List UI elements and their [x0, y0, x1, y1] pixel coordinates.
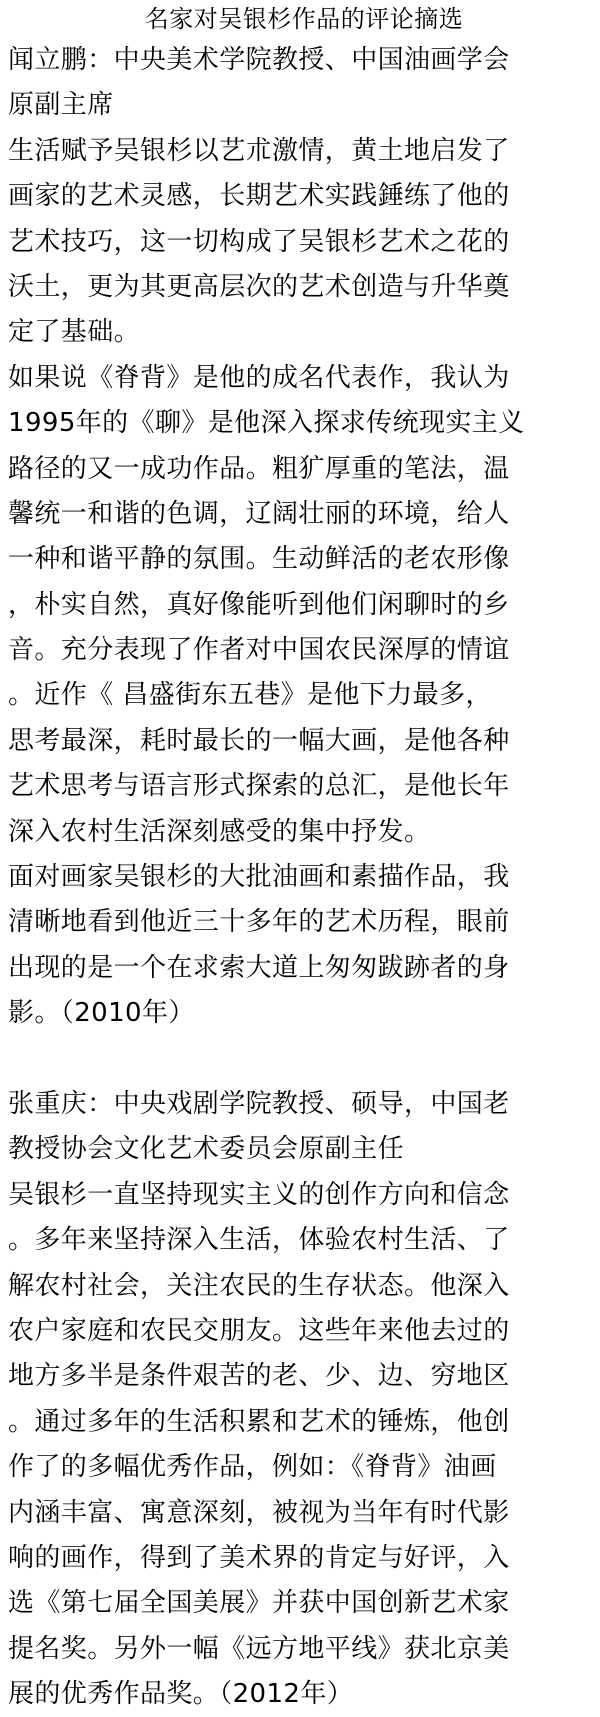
text-line: 闻立鹏：中央美术学院教授、中国油画学会 — [8, 45, 510, 75]
text-line: 内涵丰富、寓意深刻，被视为当年有时代影 — [8, 1497, 510, 1528]
text-line: 画家的艺术灵感，长期艺术实践錘练了他的 — [8, 181, 510, 212]
text-line: 原副主席 — [8, 90, 114, 121]
text-line: 1995年的《聊》是他深入探求传统现实主义 — [8, 408, 525, 439]
text-line: 出现的是一个在求索大道上匆匆跋跡者的身 — [8, 952, 510, 983]
text-line: 路径的又一成功作品。粗犷厚重的笔法，温 — [8, 453, 510, 484]
text-line: 解农村社会，关注农民的生存状态。他深入 — [8, 1270, 510, 1301]
text-line: 艺术技巧，这一切构成了吴银杉艺术之花的 — [8, 226, 510, 257]
text-line: 面对画家吴银杉的大批油画和素描作品，我 — [8, 862, 510, 893]
text-line: 深入农村生活深刻感受的集中抒发。 — [8, 816, 431, 847]
text-line: 影。（2010年） — [8, 998, 195, 1029]
text-line: 思考最深，耗时最长的一幅大画，是他各种 — [8, 725, 510, 756]
text-line: 教授协会文化艺术委员会原副主任 — [8, 1134, 405, 1165]
text-line: 馨统一和谐的色调，辽阔壮丽的环境，给人 — [8, 498, 510, 529]
article-title: 名家对吴银杉作品的评论摘选 — [144, 5, 464, 33]
text-line: 清晰地看到他近三十多年的艺术历程，眼前 — [8, 907, 510, 938]
text-line: 。通过多年的生活积累和艺术的锤炼，他创 — [8, 1406, 510, 1437]
text-line: 如果说《脊背》是他的成名代表作，我认为 — [8, 362, 510, 393]
text-line: ，朴实自然，真好像能听到他们闲聊时的乡 — [8, 589, 510, 620]
text-line: 作了的多幅优秀作品，例如：《脊背》油画 — [8, 1452, 497, 1483]
text-line: 。近作《 昌盛街东五巷》是他下力最多， — [8, 680, 492, 711]
text-line: 地方多半是条件艰苦的老、少、边、穷地区 — [8, 1361, 510, 1392]
text-line: 农户家庭和农民交朋友。这些年来他去过的 — [8, 1315, 510, 1346]
text-line: 响的画作，得到了美术界的肯定与好评，入 — [8, 1542, 510, 1573]
text-line: 一种和谐平静的氛围。生动鲜活的老农形像 — [8, 544, 510, 575]
text-line: 张重庆：中央戏剧学院教授、硕导，中国老 — [8, 1088, 510, 1119]
blank-line — [8, 1037, 600, 1082]
text-line: 音。充分表现了作者对中国农民深厚的情谊 — [8, 635, 510, 666]
text-line: 提名奖。另外一幅《远方地平线》获北京美 — [8, 1633, 510, 1664]
article-body — [8, 38, 600, 1717]
text-line: 。多年来坚持深入生活，体验农村生活、了 — [8, 1225, 510, 1256]
text-line: 选《第七届全国美展》并获中国创新艺术家 — [8, 1588, 510, 1619]
text-line: 定了基础。 — [8, 317, 141, 348]
text-line: 生活赋予吴银杉以艺朮激情，黄土地启发了 — [8, 135, 510, 166]
text-line: 吴银杉一直坚持现实主义的创作方向和信念 — [8, 1179, 510, 1210]
text-line: 艺术思考与语言形式探索的总汇，是他长年 — [8, 771, 510, 802]
text-line: 沃土，更为其更高层次的艺术创造与升华奠 — [8, 271, 510, 302]
text-line: 展的优秀作品奖。（2012年） — [8, 1679, 354, 1710]
